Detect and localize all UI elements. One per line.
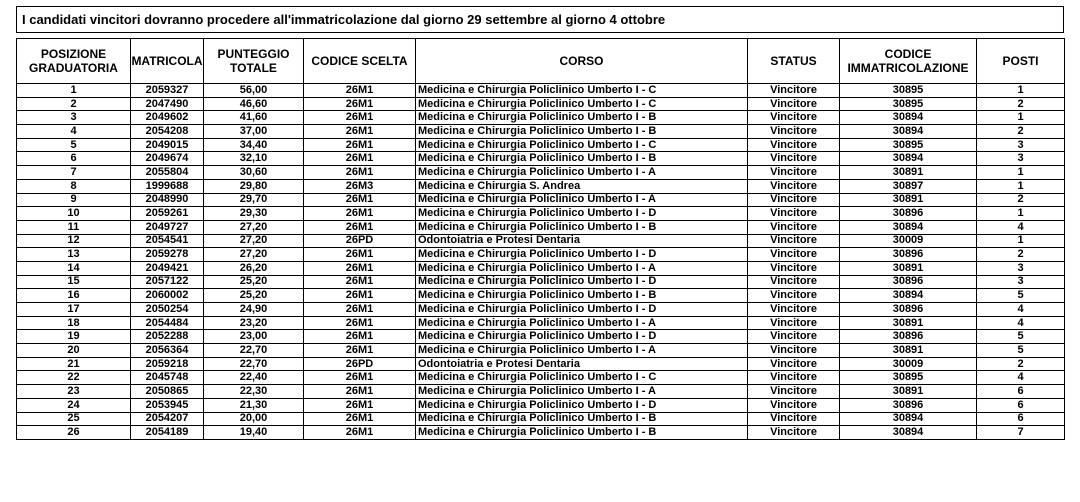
cell-codice-scelta: 26M1 bbox=[304, 193, 416, 207]
table-row bbox=[17, 84, 1065, 98]
table-row bbox=[17, 316, 1065, 330]
cell-corso: Medicina e Chirurgia Policlinico Umberto I - B bbox=[416, 426, 748, 440]
cell-codice-immatricolazione: 30891 bbox=[840, 193, 977, 207]
cell-posizione: 20 bbox=[17, 344, 131, 358]
cell-punteggio: 27,20 bbox=[204, 220, 304, 234]
cell-posti: 2 bbox=[977, 248, 1065, 262]
cell-corso: Medicina e Chirurgia Policlinico Umberto I - A bbox=[416, 193, 748, 207]
cell-corso: Medicina e Chirurgia Policlinico Umberto I - B bbox=[416, 111, 748, 125]
cell-corso: Medicina e Chirurgia Policlinico Umberto I - B bbox=[416, 220, 748, 234]
cell-codice-scelta: 26M1 bbox=[304, 398, 416, 412]
header-corso: CORSO bbox=[416, 39, 748, 84]
cell-status: Vincitore bbox=[748, 234, 840, 248]
cell-corso: Odontoiatria e Protesi Dentaria bbox=[416, 234, 748, 248]
table-row bbox=[17, 234, 1065, 248]
table-row bbox=[17, 357, 1065, 371]
cell-posizione: 22 bbox=[17, 371, 131, 385]
cell-posti: 1 bbox=[977, 234, 1065, 248]
cell-matricola: 2050254 bbox=[131, 303, 204, 317]
cell-punteggio: 20,00 bbox=[204, 412, 304, 426]
cell-punteggio: 46,60 bbox=[204, 97, 304, 111]
cell-codice-scelta: 26M1 bbox=[304, 152, 416, 166]
cell-status: Vincitore bbox=[748, 166, 840, 180]
cell-matricola: 2049602 bbox=[131, 111, 204, 125]
cell-posizione: 11 bbox=[17, 220, 131, 234]
cell-punteggio: 56,00 bbox=[204, 84, 304, 98]
cell-punteggio: 27,20 bbox=[204, 234, 304, 248]
cell-posti: 6 bbox=[977, 398, 1065, 412]
cell-codice-immatricolazione: 30891 bbox=[840, 316, 977, 330]
cell-matricola: 2054541 bbox=[131, 234, 204, 248]
table-row bbox=[17, 398, 1065, 412]
cell-corso: Medicina e Chirurgia Policlinico Umberto I - C bbox=[416, 97, 748, 111]
cell-punteggio: 29,30 bbox=[204, 207, 304, 221]
cell-posti: 2 bbox=[977, 125, 1065, 139]
cell-matricola: 2059261 bbox=[131, 207, 204, 221]
cell-codice-scelta: 26M1 bbox=[304, 385, 416, 399]
cell-matricola: 2057122 bbox=[131, 275, 204, 289]
cell-posizione: 23 bbox=[17, 385, 131, 399]
cell-codice-immatricolazione: 30896 bbox=[840, 303, 977, 317]
cell-punteggio: 19,40 bbox=[204, 426, 304, 440]
table-row bbox=[17, 97, 1065, 111]
cell-codice-scelta: 26M1 bbox=[304, 344, 416, 358]
table-row bbox=[17, 385, 1065, 399]
cell-posizione: 12 bbox=[17, 234, 131, 248]
cell-status: Vincitore bbox=[748, 97, 840, 111]
cell-punteggio: 22,70 bbox=[204, 357, 304, 371]
cell-posizione: 21 bbox=[17, 357, 131, 371]
cell-punteggio: 32,10 bbox=[204, 152, 304, 166]
cell-matricola: 2049674 bbox=[131, 152, 204, 166]
cell-posti: 1 bbox=[977, 84, 1065, 98]
cell-punteggio: 29,80 bbox=[204, 179, 304, 193]
cell-status: Vincitore bbox=[748, 125, 840, 139]
cell-posti: 1 bbox=[977, 166, 1065, 180]
cell-codice-scelta: 26M1 bbox=[304, 125, 416, 139]
cell-posizione: 24 bbox=[17, 398, 131, 412]
cell-posizione: 2 bbox=[17, 97, 131, 111]
cell-punteggio: 24,90 bbox=[204, 303, 304, 317]
cell-codice-immatricolazione: 30894 bbox=[840, 412, 977, 426]
cell-status: Vincitore bbox=[748, 111, 840, 125]
cell-codice-scelta: 26M1 bbox=[304, 84, 416, 98]
cell-posti: 6 bbox=[977, 412, 1065, 426]
cell-matricola: 2054207 bbox=[131, 412, 204, 426]
cell-matricola: 2049421 bbox=[131, 261, 204, 275]
cell-corso: Medicina e Chirurgia Policlinico Umberto I - C bbox=[416, 84, 748, 98]
cell-matricola: 2054208 bbox=[131, 125, 204, 139]
cell-posti: 3 bbox=[977, 275, 1065, 289]
cell-posti: 3 bbox=[977, 152, 1065, 166]
cell-status: Vincitore bbox=[748, 193, 840, 207]
cell-codice-immatricolazione: 30891 bbox=[840, 344, 977, 358]
cell-posti: 1 bbox=[977, 111, 1065, 125]
cell-posizione: 10 bbox=[17, 207, 131, 221]
cell-posti: 2 bbox=[977, 193, 1065, 207]
cell-corso: Medicina e Chirurgia Policlinico Umberto I - C bbox=[416, 138, 748, 152]
cell-matricola: 2054484 bbox=[131, 316, 204, 330]
header-posti: POSTI bbox=[977, 39, 1065, 84]
cell-codice-immatricolazione: 30896 bbox=[840, 398, 977, 412]
table-row bbox=[17, 193, 1065, 207]
cell-codice-scelta: 26M1 bbox=[304, 316, 416, 330]
table-row bbox=[17, 111, 1065, 125]
cell-matricola: 2050865 bbox=[131, 385, 204, 399]
cell-posti: 2 bbox=[977, 357, 1065, 371]
cell-punteggio: 41,60 bbox=[204, 111, 304, 125]
cell-corso: Medicina e Chirurgia Policlinico Umberto I - A bbox=[416, 261, 748, 275]
cell-codice-immatricolazione: 30009 bbox=[840, 234, 977, 248]
cell-matricola: 1999688 bbox=[131, 179, 204, 193]
table-row bbox=[17, 344, 1065, 358]
cell-codice-immatricolazione: 30897 bbox=[840, 179, 977, 193]
cell-posti: 5 bbox=[977, 289, 1065, 303]
cell-codice-scelta: 26M1 bbox=[304, 303, 416, 317]
cell-corso: Medicina e Chirurgia Policlinico Umberto I - D bbox=[416, 248, 748, 262]
cell-posizione: 19 bbox=[17, 330, 131, 344]
cell-posizione: 16 bbox=[17, 289, 131, 303]
cell-status: Vincitore bbox=[748, 330, 840, 344]
cell-punteggio: 27,20 bbox=[204, 248, 304, 262]
cell-punteggio: 25,20 bbox=[204, 275, 304, 289]
cell-codice-scelta: 26M1 bbox=[304, 166, 416, 180]
cell-corso: Medicina e Chirurgia Policlinico Umberto I - B bbox=[416, 412, 748, 426]
cell-corso: Medicina e Chirurgia Policlinico Umberto I - B bbox=[416, 152, 748, 166]
cell-posizione: 13 bbox=[17, 248, 131, 262]
cell-punteggio: 21,30 bbox=[204, 398, 304, 412]
cell-posizione: 18 bbox=[17, 316, 131, 330]
cell-posizione: 1 bbox=[17, 84, 131, 98]
cell-matricola: 2052288 bbox=[131, 330, 204, 344]
cell-posti: 5 bbox=[977, 330, 1065, 344]
cell-punteggio: 23,20 bbox=[204, 316, 304, 330]
cell-codice-immatricolazione: 30894 bbox=[840, 289, 977, 303]
cell-posizione: 14 bbox=[17, 261, 131, 275]
table-row bbox=[17, 138, 1065, 152]
cell-posti: 3 bbox=[977, 261, 1065, 275]
cell-codice-scelta: 26M1 bbox=[304, 248, 416, 262]
cell-matricola: 2048990 bbox=[131, 193, 204, 207]
cell-codice-immatricolazione: 30895 bbox=[840, 97, 977, 111]
cell-posizione: 26 bbox=[17, 426, 131, 440]
cell-corso: Medicina e Chirurgia Policlinico Umberto I - D bbox=[416, 275, 748, 289]
cell-posizione: 5 bbox=[17, 138, 131, 152]
table-row bbox=[17, 125, 1065, 139]
header-posizione: POSIZIONE GRADUATORIA bbox=[17, 39, 131, 84]
header-matricola: MATRICOLA bbox=[131, 39, 204, 84]
cell-punteggio: 22,70 bbox=[204, 344, 304, 358]
table-row bbox=[17, 275, 1065, 289]
cell-codice-scelta: 26M1 bbox=[304, 289, 416, 303]
table-row bbox=[17, 207, 1065, 221]
cell-corso: Medicina e Chirurgia Policlinico Umberto I - A bbox=[416, 344, 748, 358]
cell-codice-scelta: 26M1 bbox=[304, 330, 416, 344]
table-row bbox=[17, 248, 1065, 262]
cell-codice-scelta: 26M1 bbox=[304, 97, 416, 111]
cell-status: Vincitore bbox=[748, 371, 840, 385]
cell-codice-immatricolazione: 30895 bbox=[840, 84, 977, 98]
cell-codice-immatricolazione: 30895 bbox=[840, 138, 977, 152]
document-sheet bbox=[16, 6, 1064, 440]
cell-codice-immatricolazione: 30009 bbox=[840, 357, 977, 371]
cell-posti: 4 bbox=[977, 303, 1065, 317]
table-row bbox=[17, 303, 1065, 317]
cell-posti: 5 bbox=[977, 344, 1065, 358]
cell-posizione: 4 bbox=[17, 125, 131, 139]
cell-posti: 1 bbox=[977, 207, 1065, 221]
cell-posti: 2 bbox=[977, 97, 1065, 111]
table-row bbox=[17, 330, 1065, 344]
cell-codice-immatricolazione: 30895 bbox=[840, 371, 977, 385]
cell-matricola: 2059327 bbox=[131, 84, 204, 98]
ranking-table bbox=[16, 38, 1065, 440]
cell-status: Vincitore bbox=[748, 207, 840, 221]
cell-corso: Odontoiatria e Protesi Dentaria bbox=[416, 357, 748, 371]
cell-punteggio: 23,00 bbox=[204, 330, 304, 344]
cell-codice-immatricolazione: 30891 bbox=[840, 261, 977, 275]
cell-status: Vincitore bbox=[748, 179, 840, 193]
cell-codice-scelta: 26PD bbox=[304, 357, 416, 371]
cell-punteggio: 37,00 bbox=[204, 125, 304, 139]
cell-punteggio: 25,20 bbox=[204, 289, 304, 303]
cell-corso: Medicina e Chirurgia Policlinico Umberto I - D bbox=[416, 398, 748, 412]
cell-punteggio: 34,40 bbox=[204, 138, 304, 152]
cell-punteggio: 30,60 bbox=[204, 166, 304, 180]
table-row bbox=[17, 220, 1065, 234]
cell-matricola: 2060002 bbox=[131, 289, 204, 303]
cell-posizione: 8 bbox=[17, 179, 131, 193]
cell-codice-immatricolazione: 30896 bbox=[840, 207, 977, 221]
table-row bbox=[17, 166, 1065, 180]
cell-codice-immatricolazione: 30894 bbox=[840, 426, 977, 440]
header-codice-scelta: CODICE SCELTA bbox=[304, 39, 416, 84]
table-row bbox=[17, 179, 1065, 193]
cell-corso: Medicina e Chirurgia Policlinico Umberto I - A bbox=[416, 316, 748, 330]
cell-codice-immatricolazione: 30894 bbox=[840, 111, 977, 125]
header-punteggio: PUNTEGGIO TOTALE bbox=[204, 39, 304, 84]
cell-corso: Medicina e Chirurgia Policlinico Umberto I - A bbox=[416, 385, 748, 399]
cell-status: Vincitore bbox=[748, 152, 840, 166]
table-row bbox=[17, 289, 1065, 303]
cell-punteggio: 26,20 bbox=[204, 261, 304, 275]
cell-punteggio: 22,40 bbox=[204, 371, 304, 385]
cell-status: Vincitore bbox=[748, 275, 840, 289]
header-row bbox=[17, 39, 1065, 84]
cell-matricola: 2059278 bbox=[131, 248, 204, 262]
cell-matricola: 2045748 bbox=[131, 371, 204, 385]
cell-posti: 6 bbox=[977, 385, 1065, 399]
cell-status: Vincitore bbox=[748, 220, 840, 234]
cell-matricola: 2049015 bbox=[131, 138, 204, 152]
cell-corso: Medicina e Chirurgia Policlinico Umberto I - D bbox=[416, 330, 748, 344]
cell-status: Vincitore bbox=[748, 398, 840, 412]
cell-codice-immatricolazione: 30891 bbox=[840, 385, 977, 399]
table-row bbox=[17, 371, 1065, 385]
cell-status: Vincitore bbox=[748, 248, 840, 262]
enrollment-notice: I candidati vincitori dovranno procedere all'immatricolazione dal giorno 29 settembre al giorno 4 ottobre bbox=[16, 6, 1064, 33]
cell-status: Vincitore bbox=[748, 412, 840, 426]
cell-codice-scelta: 26M1 bbox=[304, 138, 416, 152]
cell-corso: Medicina e Chirurgia Policlinico Umberto I - B bbox=[416, 125, 748, 139]
cell-status: Vincitore bbox=[748, 138, 840, 152]
cell-matricola: 2049727 bbox=[131, 220, 204, 234]
cell-codice-scelta: 26PD bbox=[304, 234, 416, 248]
cell-status: Vincitore bbox=[748, 316, 840, 330]
cell-matricola: 2053945 bbox=[131, 398, 204, 412]
header-status: STATUS bbox=[748, 39, 840, 84]
cell-codice-scelta: 26M1 bbox=[304, 207, 416, 221]
cell-corso: Medicina e Chirurgia Policlinico Umberto I - C bbox=[416, 371, 748, 385]
table-row bbox=[17, 412, 1065, 426]
cell-posizione: 15 bbox=[17, 275, 131, 289]
cell-codice-scelta: 26M1 bbox=[304, 111, 416, 125]
cell-posizione: 25 bbox=[17, 412, 131, 426]
cell-codice-scelta: 26M1 bbox=[304, 412, 416, 426]
cell-posti: 7 bbox=[977, 426, 1065, 440]
cell-posti: 4 bbox=[977, 371, 1065, 385]
cell-codice-immatricolazione: 30894 bbox=[840, 125, 977, 139]
cell-posti: 4 bbox=[977, 316, 1065, 330]
cell-status: Vincitore bbox=[748, 426, 840, 440]
cell-posizione: 6 bbox=[17, 152, 131, 166]
cell-corso: Medicina e Chirurgia Policlinico Umberto I - A bbox=[416, 166, 748, 180]
cell-codice-scelta: 26M1 bbox=[304, 275, 416, 289]
cell-status: Vincitore bbox=[748, 344, 840, 358]
cell-codice-scelta: 26M1 bbox=[304, 220, 416, 234]
cell-corso: Medicina e Chirurgia S. Andrea bbox=[416, 179, 748, 193]
table-row bbox=[17, 426, 1065, 440]
cell-posti: 4 bbox=[977, 220, 1065, 234]
cell-posizione: 9 bbox=[17, 193, 131, 207]
cell-matricola: 2056364 bbox=[131, 344, 204, 358]
cell-corso: Medicina e Chirurgia Policlinico Umberto I - D bbox=[416, 207, 748, 221]
cell-punteggio: 22,30 bbox=[204, 385, 304, 399]
cell-status: Vincitore bbox=[748, 303, 840, 317]
cell-status: Vincitore bbox=[748, 289, 840, 303]
cell-codice-immatricolazione: 30896 bbox=[840, 275, 977, 289]
cell-matricola: 2047490 bbox=[131, 97, 204, 111]
cell-posizione: 7 bbox=[17, 166, 131, 180]
cell-corso: Medicina e Chirurgia Policlinico Umberto I - B bbox=[416, 289, 748, 303]
cell-codice-immatricolazione: 30896 bbox=[840, 248, 977, 262]
cell-codice-scelta: 26M1 bbox=[304, 261, 416, 275]
cell-posizione: 17 bbox=[17, 303, 131, 317]
cell-posti: 3 bbox=[977, 138, 1065, 152]
cell-codice-immatricolazione: 30894 bbox=[840, 152, 977, 166]
cell-matricola: 2059218 bbox=[131, 357, 204, 371]
cell-posti: 1 bbox=[977, 179, 1065, 193]
cell-codice-scelta: 26M3 bbox=[304, 179, 416, 193]
cell-status: Vincitore bbox=[748, 357, 840, 371]
cell-codice-scelta: 26M1 bbox=[304, 371, 416, 385]
header-codice-immatricolazione: CODICE IMMATRICOLAZIONE bbox=[840, 39, 977, 84]
cell-codice-immatricolazione: 30891 bbox=[840, 166, 977, 180]
cell-codice-immatricolazione: 30894 bbox=[840, 220, 977, 234]
cell-punteggio: 29,70 bbox=[204, 193, 304, 207]
cell-codice-scelta: 26M1 bbox=[304, 426, 416, 440]
cell-matricola: 2054189 bbox=[131, 426, 204, 440]
cell-posizione: 3 bbox=[17, 111, 131, 125]
table-row bbox=[17, 152, 1065, 166]
cell-status: Vincitore bbox=[748, 84, 840, 98]
cell-status: Vincitore bbox=[748, 385, 840, 399]
cell-matricola: 2055804 bbox=[131, 166, 204, 180]
cell-corso: Medicina e Chirurgia Policlinico Umberto I - D bbox=[416, 303, 748, 317]
cell-status: Vincitore bbox=[748, 261, 840, 275]
cell-codice-immatricolazione: 30896 bbox=[840, 330, 977, 344]
table-row bbox=[17, 261, 1065, 275]
